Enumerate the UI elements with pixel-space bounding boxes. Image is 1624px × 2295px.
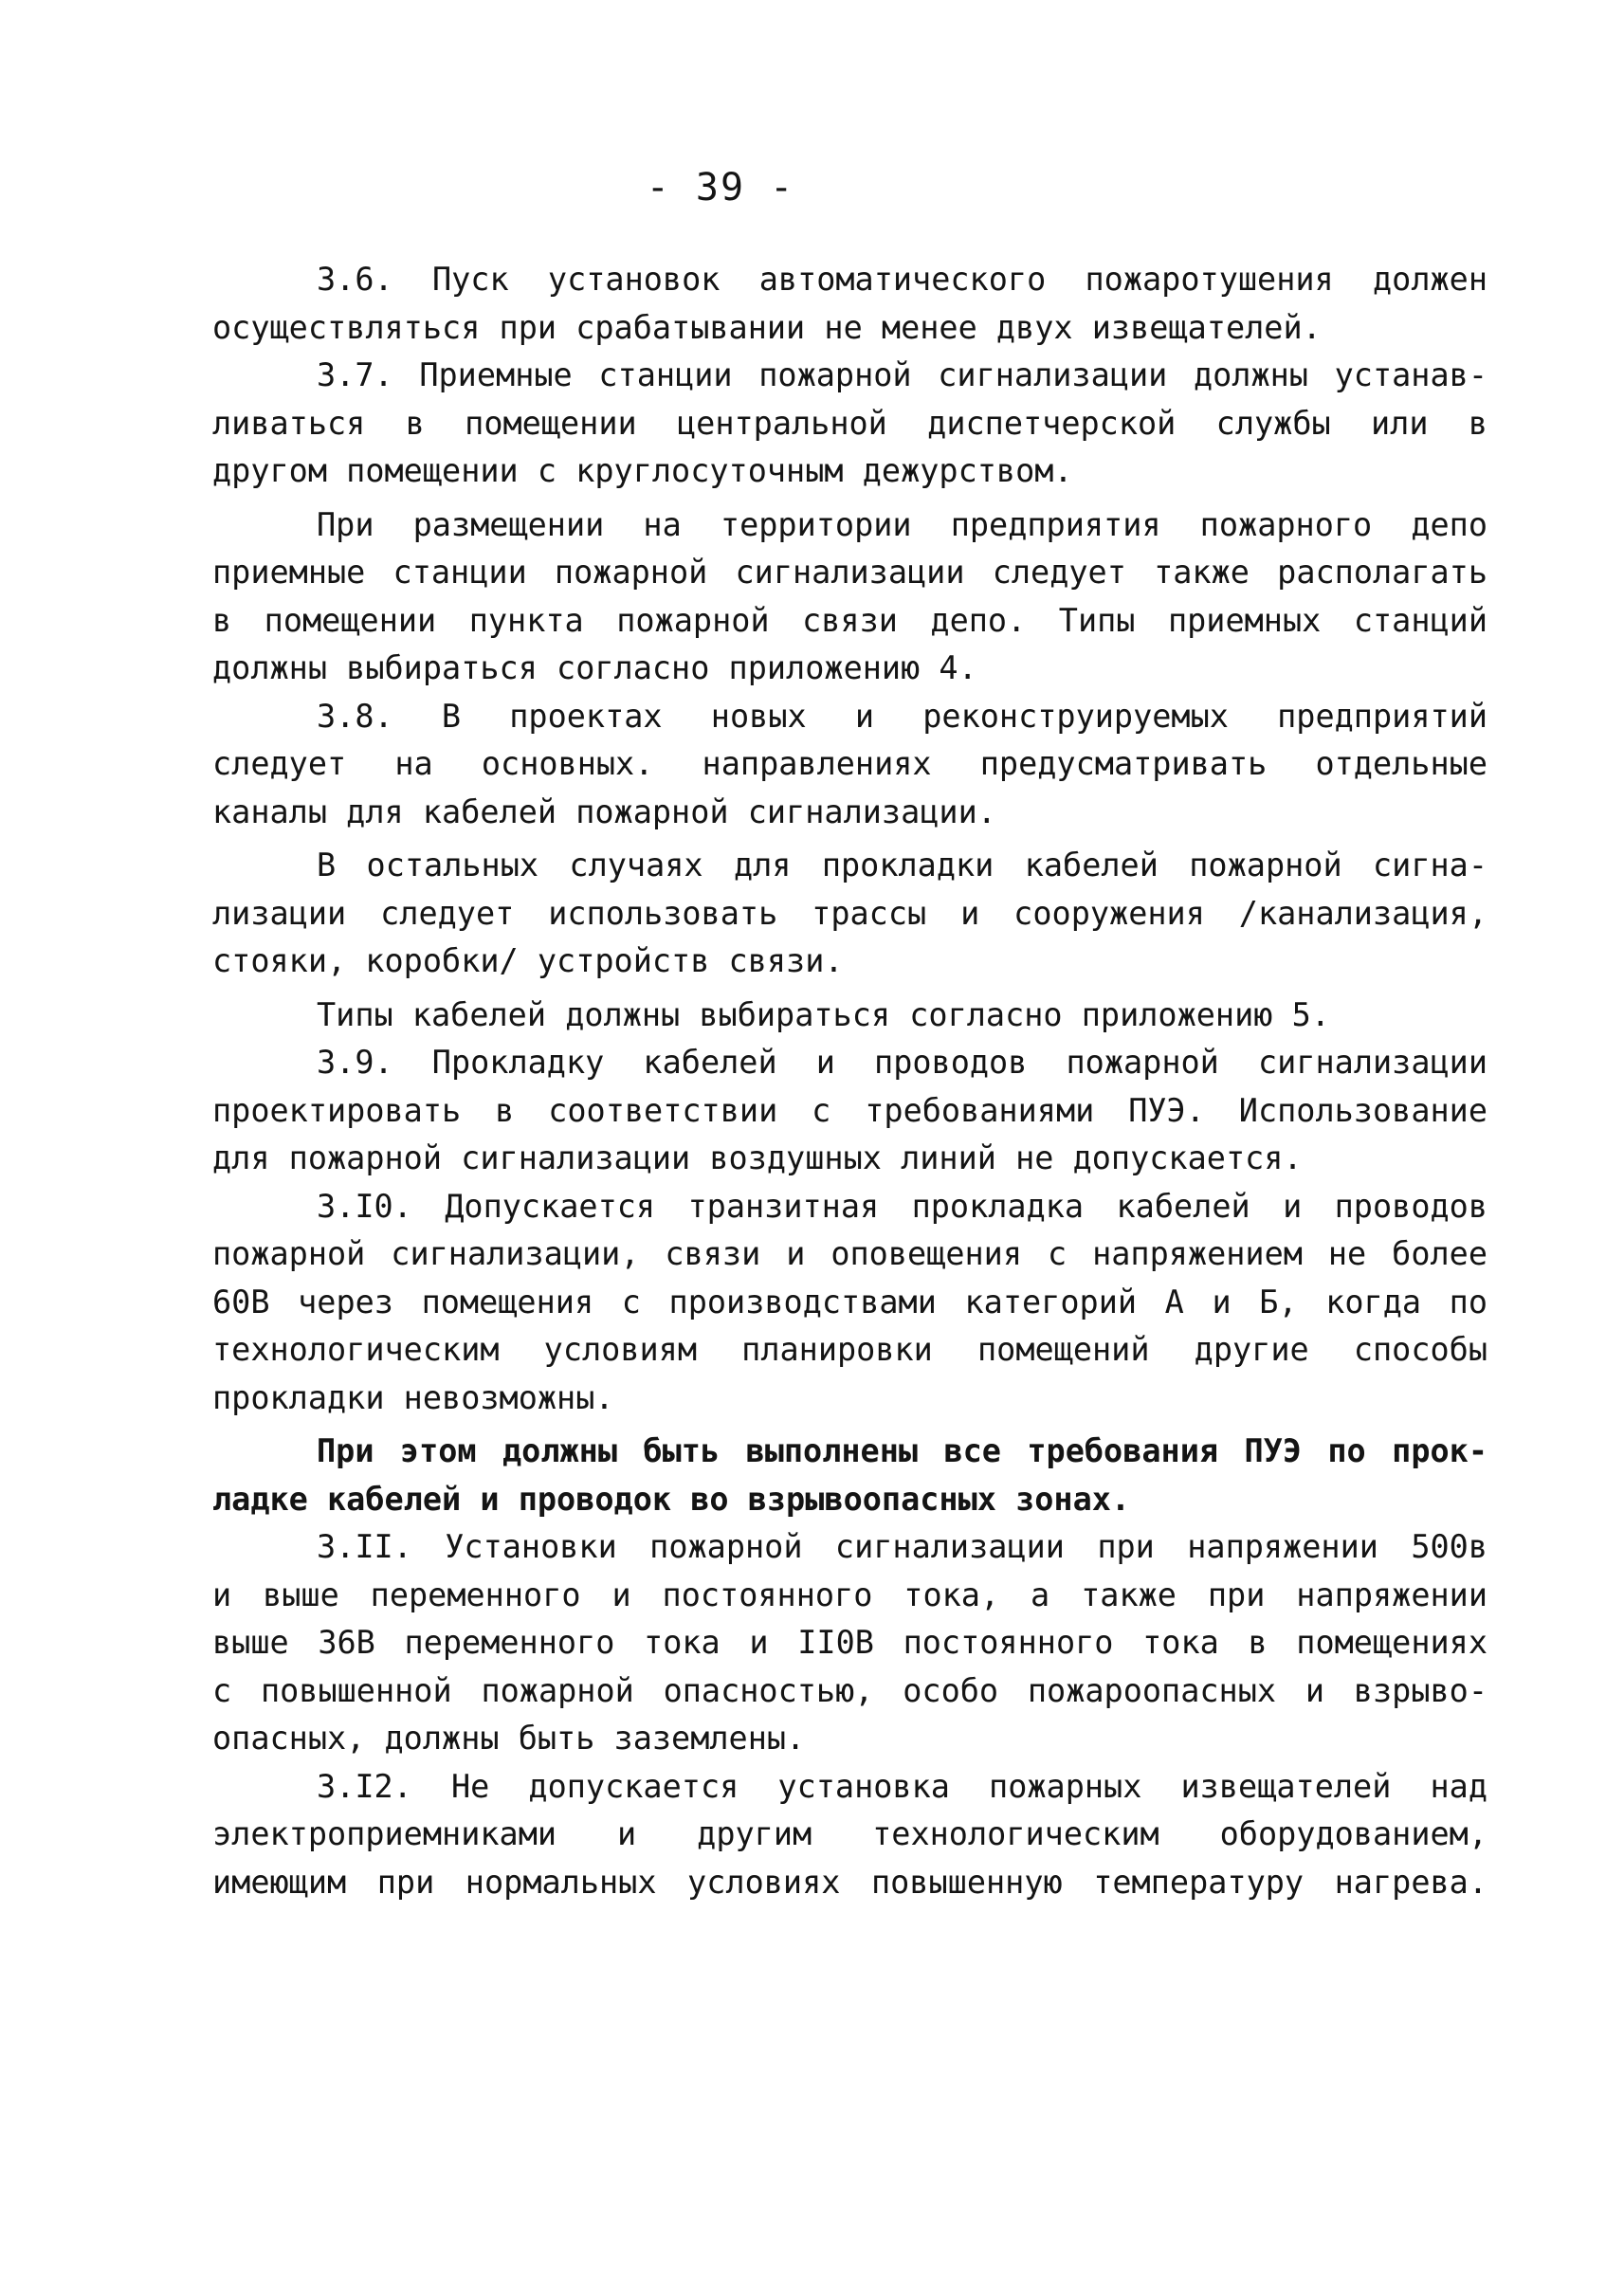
text-line: 3.I0. Допускается транзитная прокладка кабелей и проводов [317, 1187, 1487, 1225]
text-line: В остальных случаях для прокладки кабелей пожарной сигна- [317, 847, 1487, 883]
text-line: опасных, должны быть заземлены. [212, 1720, 806, 1757]
document-body [212, 256, 1487, 1906]
text-line: электроприемниками и другим технологическим оборудованием, [212, 1815, 1487, 1852]
text-line: проектировать в соответствии с требованиями ПУЭ. Использование [212, 1091, 1487, 1129]
text-line: 3.8. В проектах новых и реконструируемых предприятий [317, 697, 1487, 735]
page-number: - 39 - [646, 166, 795, 209]
text-line: другом помещении с круглосуточным дежурством. [212, 452, 1073, 489]
text-line: 3.II. Установки пожарной сигнализации при напряжении 500в [317, 1528, 1487, 1565]
text-line: При размещении на территории предприятия пожарного депо [317, 505, 1487, 543]
text-line: 3.9. Прокладку кабелей и проводов пожарной сигнализации [317, 1044, 1487, 1081]
text-line: выше 36В переменного тока и II0В постоянного тока в помещениях [212, 1624, 1487, 1661]
text-line: ливаться в помещении центральной диспетчерской службы или в [212, 404, 1487, 442]
text-line: При этом должны быть выполнены все требования ПУЭ по прок- [317, 1432, 1487, 1469]
text-line: в помещении пункта пожарной связи депо. Типы приемных станций [212, 601, 1487, 639]
text-line: следует на основных. направлениях предусматривать отдельные [212, 745, 1487, 782]
text-line: должны выбираться согласно приложению 4. [212, 649, 977, 686]
text-line: пожарной сигнализации, связи и оповещения с напряжением не более [212, 1235, 1487, 1272]
text-line: прокладки невозможны. [212, 1378, 614, 1416]
text-line: для пожарной сигнализации воздушных линий не допускается. [212, 1139, 1303, 1176]
text-line: 3.6. Пуск установок автоматического пожаротушения должен [317, 261, 1487, 298]
text-line: Типы кабелей должны выбираться согласно приложению 5. [317, 995, 1330, 1033]
text-line: ладке кабелей и проводок во взрывоопасных зонах. [212, 1480, 1131, 1518]
text-line: с повышенной пожарной опасностью, особо пожароопасных и взрыво- [212, 1671, 1487, 1709]
text-line: технологическим условиям планировки помещений другие способы [212, 1331, 1487, 1368]
text-line: имеющим при нормальных условиях повышенную температуру нагрева. [212, 1863, 1487, 1901]
text-line: лизации следует использовать трассы и сооружения /канализация, [212, 894, 1487, 932]
text-line: и выше переменного и постоянного тока, а также при напряжении [212, 1576, 1487, 1613]
text-line: осуществляться при срабатывании не менее двух извещателей. [212, 308, 1322, 346]
text-line: 3.7. Приемные станции пожарной сигнализации должны устанав- [317, 356, 1487, 393]
text-line: приемные станции пожарной сигнализации следует также располагать [212, 554, 1487, 591]
text-line: 60В через помещения с производствами категорий А и Б, когда по [212, 1283, 1487, 1321]
text-line: стояки, коробки/ устройств связи. [212, 942, 844, 979]
text-line: 3.I2. Не допускается установка пожарных извещателей над [317, 1767, 1487, 1805]
text-line: каналы для кабелей пожарной сигнализации. [212, 792, 996, 830]
